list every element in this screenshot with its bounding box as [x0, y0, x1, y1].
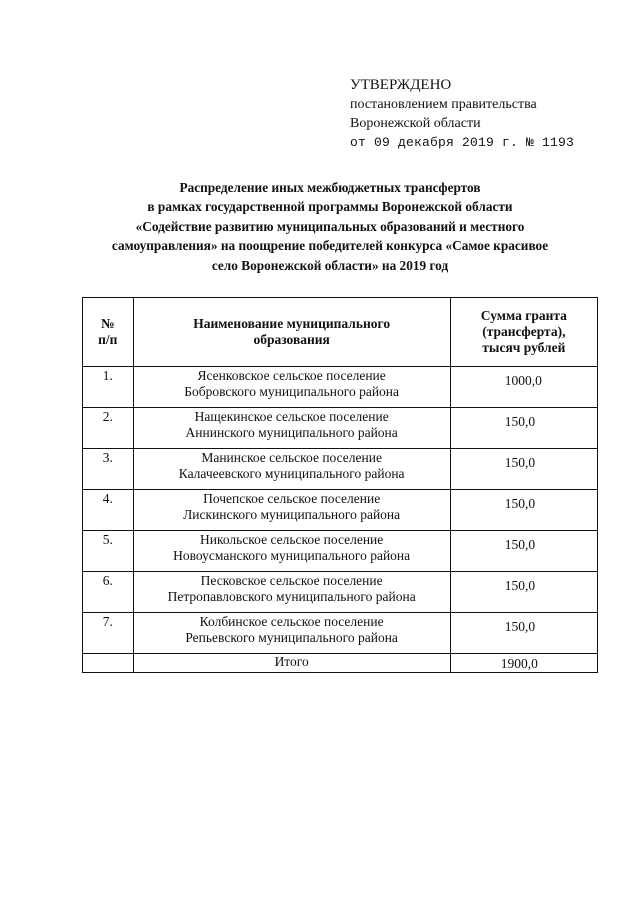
approval-line-1: постановлением правительства — [350, 97, 537, 112]
row-sum: 150,0 — [450, 408, 597, 449]
header-number: № п/п — [83, 298, 134, 367]
table-row — [83, 449, 598, 490]
header-municipality: Наименование муниципального образования — [133, 298, 450, 367]
table-row — [83, 572, 598, 613]
approval-date-number: от 09 декабря 2019 г. № 1193 — [350, 135, 575, 150]
header-grant-sum: Сумма гранта (трансферта), тысяч рублей — [450, 298, 597, 367]
table-row — [83, 490, 598, 531]
row-municipality: Колбинское сельское поселение Репьевского муниципального района — [133, 613, 450, 654]
row-municipality: Ясенковское сельское поселение Бобровского муниципального района — [133, 367, 450, 408]
row-sum: 150,0 — [450, 531, 597, 572]
row-number: 4. — [83, 490, 134, 531]
title-line: «Содействие развитию муниципальных образований и местного — [135, 218, 525, 234]
table-row — [83, 367, 598, 408]
row-sum: 150,0 — [450, 490, 597, 531]
total-number-cell — [83, 654, 134, 673]
title-line: самоуправления» на поощрение победителей конкурса «Самое красивое — [111, 238, 549, 254]
row-municipality: Почепское сельское поселение Лискинского муниципального района — [133, 490, 450, 531]
row-number: 3. — [83, 449, 134, 490]
row-number: 5. — [83, 531, 134, 572]
row-sum: 150,0 — [450, 572, 597, 613]
row-number: 6. — [83, 572, 134, 613]
approval-line-2: Воронежской области — [350, 116, 481, 131]
row-municipality: Нащекинское сельское поселение Аннинского муниципального района — [133, 408, 450, 449]
approval-block — [350, 76, 574, 152]
row-municipality: Песковское сельское поселение Петропавловского муниципального района — [133, 572, 450, 613]
row-municipality: Никольское сельское поселение Новоусманского муниципального района — [133, 531, 450, 572]
grant-table — [82, 297, 598, 673]
title-line: Распределение иных межбюджетных трансфертов — [179, 180, 481, 195]
title-line: село Воронежской области» на 2019 год — [211, 257, 449, 273]
total-sum: 1900,0 — [450, 654, 597, 673]
approval-heading: УТВЕРЖДЕНО — [350, 77, 452, 93]
table-row — [83, 408, 598, 449]
document-title — [80, 178, 580, 275]
title-line: в рамках государственной программы Воронежской области — [147, 199, 513, 215]
table-row — [83, 613, 598, 654]
total-label: Итого — [133, 654, 450, 673]
table-header-row — [83, 298, 598, 367]
row-sum: 150,0 — [450, 449, 597, 490]
table-row — [83, 531, 598, 572]
row-number: 1. — [83, 367, 134, 408]
table-total-row — [83, 654, 598, 673]
row-number: 7. — [83, 613, 134, 654]
row-municipality: Манинское сельское поселение Калачеевского муниципального района — [133, 449, 450, 490]
row-number: 2. — [83, 408, 134, 449]
row-sum: 1000,0 — [450, 367, 597, 408]
row-sum: 150,0 — [450, 613, 597, 654]
